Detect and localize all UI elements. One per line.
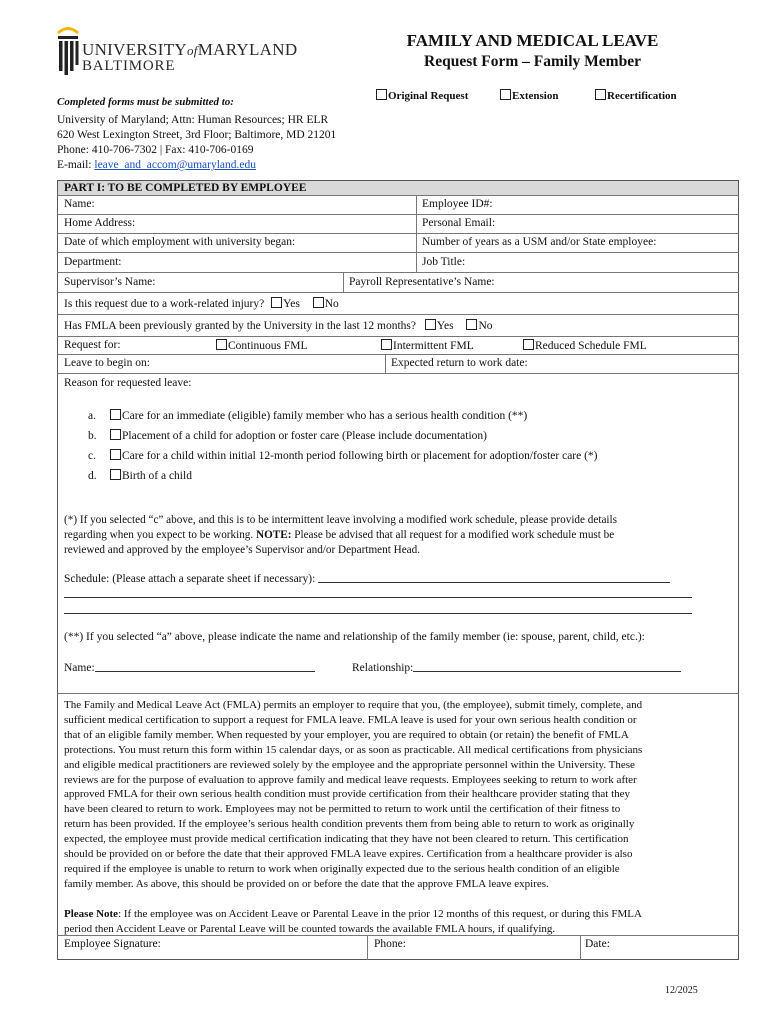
please-note: Please Note: If the employee was on Accident Leave or Parental Leave in the prior 12 months of this request, or during this FMLA period then Accident Leave or Parental Leave will be counted towards the available FMLA hours, if qualifying. (64, 908, 642, 935)
schedule-field[interactable]: Schedule: (Please attach a separate sheet if necessary): (64, 572, 670, 585)
original-request-option[interactable]: Original Request (376, 89, 468, 102)
checkbox-icon[interactable] (381, 339, 392, 350)
employment-start-label: Date of which employment with university began: (64, 236, 296, 248)
note-option-a: (**) If you selected “a” above, please indicate the name and relationship of the family member (ie: spouse, parent, child, etc.): (64, 631, 645, 643)
logo-wordmark-line2: BALTIMORE (82, 58, 176, 74)
checkbox-icon[interactable] (523, 339, 534, 350)
checkbox-icon[interactable] (216, 339, 227, 350)
checkbox-icon[interactable] (500, 89, 511, 100)
job-title-label: Job Title: (422, 256, 466, 268)
checkbox-icon[interactable] (425, 319, 436, 330)
home-address-field-label: Home Address: (64, 217, 136, 229)
checkbox-icon[interactable] (595, 89, 606, 100)
reason-label: Reason for requested leave: (64, 377, 192, 389)
schedule-line-2[interactable] (64, 587, 692, 598)
reason-a[interactable]: a. Care for an immediate (eligible) family member who has a serious health condition (**) (88, 410, 528, 422)
work-injury-no[interactable]: No (313, 298, 339, 310)
reason-b[interactable]: b. Placement of a child for adoption or foster care (Please include documentation) (88, 430, 487, 442)
form-title: FAMILY AND MEDICAL LEAVE (406, 31, 659, 50)
logo-wordmark-line1: UNIVERSITYofMARYLAND (82, 40, 298, 59)
reduced-schedule-option[interactable]: Reduced Schedule FML (523, 339, 647, 352)
contact-email: E-mail: leave_and_accom@umaryland.edu (57, 159, 256, 171)
part1-heading: PART I: TO BE COMPLETED BY EMPLOYEE (58, 181, 738, 195)
personal-email-field-label: Personal Email: (422, 217, 496, 229)
name-field-label: Name: (64, 198, 95, 210)
form-version: 12/2025 (665, 985, 698, 996)
checkbox-icon[interactable] (110, 409, 121, 420)
checkbox-icon[interactable] (313, 297, 324, 308)
continuous-fml-option[interactable]: Continuous FML (216, 339, 308, 352)
fmla-explanation: The Family and Medical Leave Act (FMLA) permits an employer to require that you, (the employee), submit timely, complete, and sufficient medical certification to support a request for FMLA leave. FMLA leave is used for your own serious health condition or that of an eligible family member. When requested by your employer, you are required to obtain (or retain) the benefit of FMLA protections. You must return this form within 15 calendar days, or as soon as practicable. All medical certifications from physicians and eligible medical practitioners are reviewed solely by the employee and the appropriate personnel within the University. These reviews are for the purpose of evaluation to approve family and medical leave requests. Employees seeking to return to work after approved FMLA for their own serious health condition must provide certification from their healthcare provider stating that they have been cleared to return to work. Employees may not be permitted to return to work until the certification of their fitness to return has been provided. If the employee’s serious health condition prevents them from being able to return to work as originally expected, the employee must provide medical certification indicating that they have not been cleared to return. This certification should be provided on or before the date that their approved FMLA leave expires. Certification from a healthcare provider is also required if the employee is unable to return to work when originally expected due to the serious health condition of an eligible family member. As above, this should be provided on or before the date that the approve FMLA leave expires. (64, 699, 643, 890)
extension-option[interactable]: Extension (500, 89, 558, 102)
fmla-previous-no[interactable]: No (466, 320, 492, 332)
checkbox-icon[interactable] (110, 429, 121, 440)
umb-logo-icon (55, 24, 81, 80)
address-line: University of Maryland; Attn: Human Resources; HR ELR (57, 114, 329, 126)
family-member-name-field[interactable]: Name: (64, 661, 315, 674)
checkbox-icon[interactable] (271, 297, 282, 308)
work-injury-yes[interactable]: Yes (271, 298, 300, 310)
email-link[interactable]: leave_and_accom@umaryland.edu (94, 159, 256, 171)
checkbox-icon[interactable] (110, 469, 121, 480)
employee-signature-label[interactable]: Employee Signature: (64, 938, 161, 950)
fmla-previous-question: Has FMLA been previously granted by the University in the last 12 months? Yes No (64, 320, 493, 332)
schedule-line-3[interactable] (64, 603, 692, 614)
employee-id-field-label: Employee ID#: (422, 198, 493, 210)
date-label[interactable]: Date: (585, 938, 610, 950)
recertification-option[interactable]: Recertification (595, 89, 677, 102)
checkbox-icon[interactable] (376, 89, 387, 100)
leave-begin-label: Leave to begin on: (64, 357, 150, 369)
checkbox-icon[interactable] (466, 319, 477, 330)
years-usm-label: Number of years as a USM and/or State employee: (422, 236, 657, 248)
reason-d[interactable]: d. Birth of a child (88, 470, 192, 482)
work-injury-question: Is this request due to a work-related injury? Yes No (64, 298, 339, 310)
note-option-c: (*) If you selected “c” above, and this is to be intermittent leave involving a modified work schedule, please provide details regarding when you expect to be working. NOTE: Please be advised that all request for a modified work schedule must be reviewed and approved by the employee’s Supervisor and/or Department Head. (64, 514, 617, 556)
expected-return-label: Expected return to work date: (391, 357, 528, 369)
phone-label[interactable]: Phone: (374, 938, 406, 950)
reason-c[interactable]: c. Care for a child within initial 12-month period following birth or placement for adoption/foster care (*) (88, 450, 598, 462)
contact-phone-fax: Phone: 410-706-7302 | Fax: 410-706-0169 (57, 144, 254, 156)
request-for-label: Request for: (64, 339, 121, 351)
address-line: 620 West Lexington Street, 3rd Floor; Baltimore, MD 21201 (57, 129, 337, 141)
intermittent-fml-option[interactable]: Intermittent FML (381, 339, 474, 352)
submission-note: Completed forms must be submitted to: (57, 96, 234, 108)
fmla-previous-yes[interactable]: Yes (425, 320, 454, 332)
form-subtitle: Request Form – Family Member (424, 53, 641, 70)
supervisor-label: Supervisor’s Name: (64, 276, 156, 288)
department-label: Department: (64, 256, 122, 268)
family-member-relationship-field[interactable]: Relationship: (352, 661, 681, 674)
payroll-rep-label: Payroll Representative’s Name: (349, 276, 495, 288)
checkbox-icon[interactable] (110, 449, 121, 460)
